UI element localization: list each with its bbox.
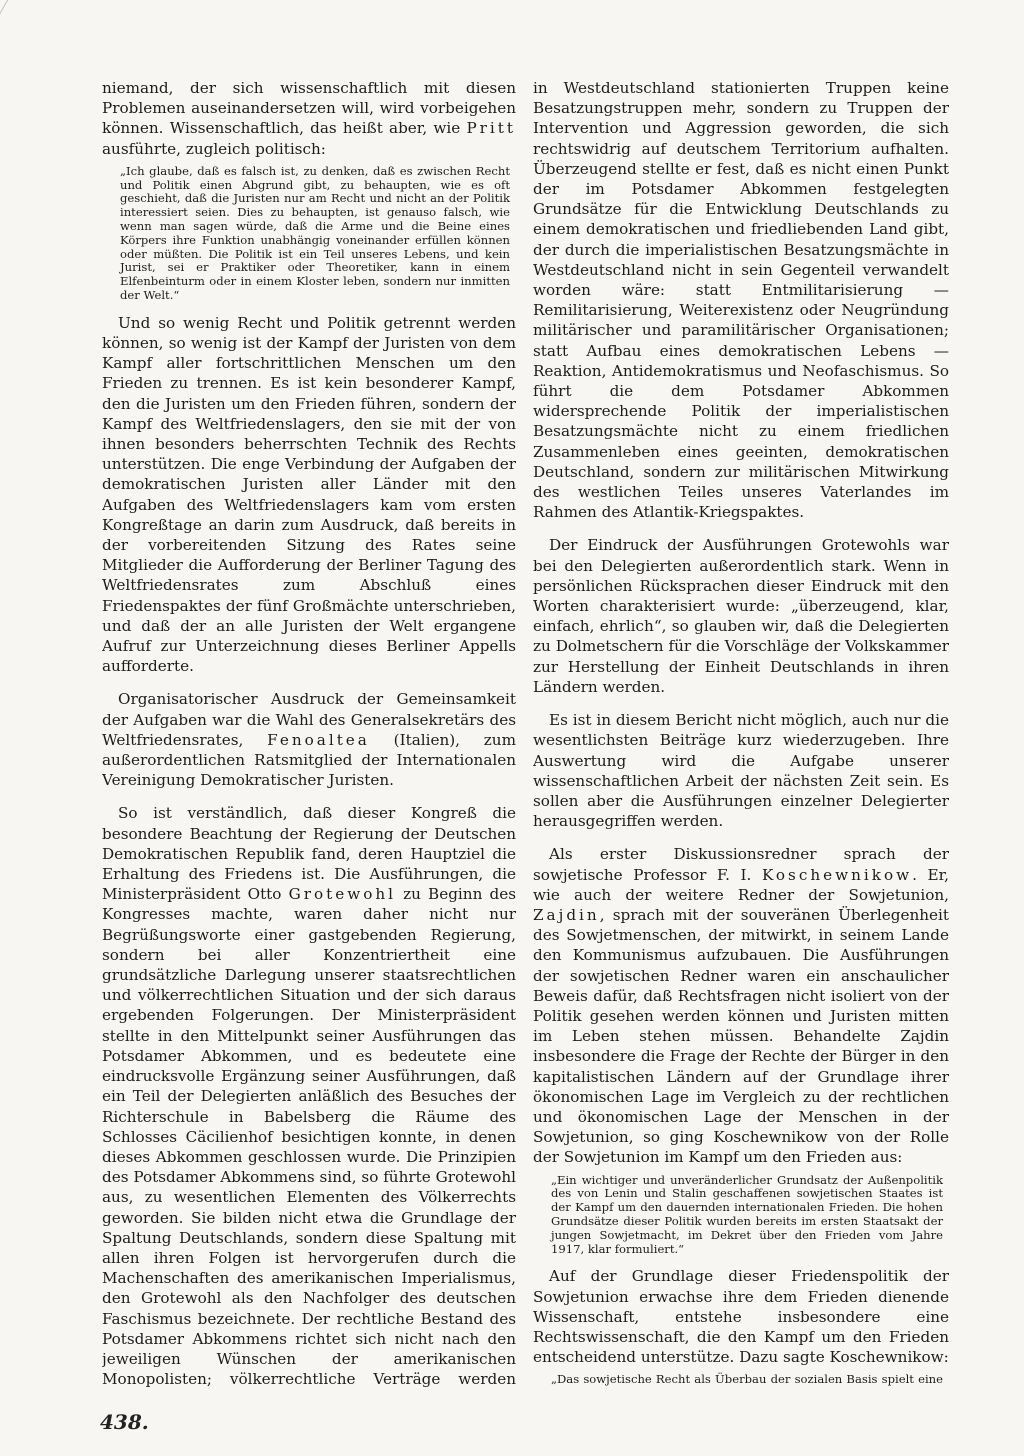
paragraph bbox=[102, 689, 516, 790]
text-run: (Italien), zum außerordentlichen Ratsmitglied der Internationalen Vereinigung Demokratischer Juristen. bbox=[102, 730, 516, 790]
paragraph bbox=[102, 78, 516, 159]
paragraph: Und so wenig Recht und Politik getrennt werden können, so wenig ist der Kampf der Juristen von dem Kampf aller fortschrittlichen Menschen um den Frieden zu trennen. Es ist kein besonderer Kampf, den die Juristen um den Frieden führen, sondern der Kampf des Weltfriedenslagers, den sie mit der von ihnen besonders beherrschten Technik des Rechts unterstützen. Die enge Verbindung der Aufgaben der demokratischen Juristen aller Länder mit den Aufgaben des Weltfriedenslagers kam vom ersten Kongreßtage an darin zum Ausdruck, daß bereits in der vorbereitenden Sitzung des Rates seine Mitglieder die Aufforderung der Berliner Tagung des Weltfriedensrates zum Abschluß eines Friedenspaktes der fünf Großmächte unterschrieben, und daß der an alle Juristen der Welt ergangene Aufruf zur Unterzeichnung dieses Berliner Appells aufforderte. bbox=[102, 313, 516, 676]
block-quote: „Das sowjetische Recht als Überbau der sozialen Basis spielt eine bbox=[551, 1372, 943, 1387]
right-column bbox=[533, 78, 949, 1388]
block-quote: „Ein wichtiger und unveränderlicher Grundsatz der Außenpolitik des von Lenin und Stalin geschaffenen sowjetischen Staates ist der Kampf um den dauernden internationalen Frieden. Die hohen Grundsätze dieser Politik wurden bereits im ersten Staatsakt der jungen Sowjetmacht, im Dekret über den Frieden vom Jahre 1917, klar formuliert.“ bbox=[551, 1172, 943, 1256]
paragraph: in Westdeutschland stationierten Truppen keine Besatzungstruppen mehr, sondern zu Truppen der Intervention und Aggression geworden, die sich rechtswidrig auf deutschem Territorium aufhalten. Überzeugend stellte er fest, daß es nicht einen Punkt der im Potsdamer Abkommen festgelegten Grundsätze für die Entwicklung Deutschlands zu einem demokratischen und friedliebenden Land gibt, der durch die imperialistischen Besatzungsmächte in Westdeutschland nicht in sein Gegenteil verwandelt worden wäre: statt Entmilitarisierung — Remilitarisierung, Weiterexistenz oder Neugründung militärischer und paramilitärischer Organisationen; statt Aufbau eines demokratischen Lebens — Reaktion, Antidemokratismus und Neofaschismus. So führt die dem Potsdamer Abkommen widersprechende Politik der imperialistischen Besatzungsmächte nicht zu einem friedlichen Zusammenleben eines geeinten, demokratischen Deutschland, sondern zur militärischen Mitwirkung des westlichen Teiles unseres Vaterlandes im Rahmen des Atlantik-Kriegspaktes. bbox=[533, 79, 949, 522]
paragraph: Es ist in diesem Bericht nicht möglich, auch nur die wesentlichsten Beiträge kurz wiederzugeben. Ihre Auswertung wird die Aufgabe unserer wissenschaftlichen Arbeit der nächsten Zeit sein. Es sollen aber die Ausführungen einzelner Delegierter herausgegriffen werden. bbox=[533, 711, 949, 831]
spaced-name: Zajdin bbox=[533, 905, 600, 924]
left-column bbox=[102, 78, 516, 1388]
paragraph bbox=[102, 803, 516, 1388]
text-run: Als erster Diskussionsredner sprach der sowjetische Professor F. I. bbox=[533, 845, 949, 884]
block-quote: „Ich glaube, daß es falsch ist, zu denken, daß es zwischen Recht und Politik einen Abgrund gibt, zu behaupten, wie es oft geschieht, daß die Juristen nur am Recht und nicht an der Politik interessiert seien. Dies zu behaupten, ist genauso falsch, wie wenn man sagen würde, daß die Arme und die Beine eines Körpers ihre Funktion unabhängig voneinander erfüllen können oder müßten. Die Politik ist ein Teil unseres Lebens, und kein Jurist, sei er Praktiker oder Theoretiker, kann in einem Elfenbeinturm oder in einem Kloster leben, sondern nur inmitten der Welt.“ bbox=[120, 163, 510, 302]
spaced-name: Pritt bbox=[466, 119, 516, 138]
text-run: zu Beginn des Kongresses machte, waren daher nicht nur Begrüßungsworte einer gastgebenden Regierung, sondern bei aller Konzentriertheit eine grundsätzliche Darlegung unserer staatsrechtlichen und völkerrechtlichen Situation und der sich daraus ergebenden Folgerungen. Der Ministerpräsident stellte in den Mittelpunkt seiner Ausführungen das Potsdamer Abkommen, und es bedeutete eine eindrucksvolle Ergänzung seiner Ausführungen, daß ein Teil der Delegierten anläßlich des Besuches der Richterschule in Babelsberg die Räume des Schlosses Cäcilienhof besichtigen konnte, in denen dieses Abkommen geschlossen wurde. Die Prinzipien des Potsdamer Abkommens sind, so führte Grotewohl aus, zu wesentlichen Elementen des Völkerrechts geworden. Sie bilden nicht etwa die Grundlage der Spaltung Deutschlands, sondern diese Spaltung mit allen ihren Folgen ist hervorgerufen durch die Machenschaften des amerikanischen Imperialismus, den Grotewohl als den Nachfolger des deutschen Faschismus bezeichnete. Der rechtliche Bestand des Potsdamer Abkommens richtet sich nicht nach den jeweiligen Wünschen der amerikanischen Monopolisten; völkerrechtliche Verträge werden bbox=[102, 885, 516, 1388]
paragraph: Auf der Grundlage dieser Friedenspolitik der Sowjetunion erwachse ihre dem Frieden dienende Wissenschaft, entstehe insbesondere eine Rechtswissenschaft, die den Kampf um den Frieden entscheidend unterstütze. Dazu sagte Koschewnikow: bbox=[533, 1267, 949, 1367]
page-corner-fold bbox=[0, 0, 48, 18]
page-number: 438. bbox=[100, 1410, 149, 1434]
text-run: Organisatorischer Ausdruck der Gemeinsamkeit der Aufgaben war die Wahl des Generalsekretärs des Weltfriedensrates, bbox=[102, 690, 516, 749]
spaced-name: Grotewohl bbox=[288, 885, 396, 904]
text-run: niemand, der sich wissenschaftlich mit diesen Problemen auseinandersetzen will, wird vorbeigehen können. Wissenschaftlich, das heißt aber, wie bbox=[102, 79, 516, 138]
paragraph: Der Eindruck der Ausführungen Grotewohls war bei den Delegierten außerordentlich stark. Wenn in persönlichen Rücksprachen dieser Eindruck mit den Worten charakterisiert wurde: „überzeugend, klar, einfach, ehrlich“, so glauben wir, daß die Delegierten zu Dolmetschern für die Vorschläge der Volkskammer zur Herstellung der Einheit Deutschlands in ihren Ländern werden. bbox=[533, 536, 949, 696]
paragraph bbox=[533, 844, 949, 1167]
text-run: . Er, wie auch der weitere Redner der Sowjetunion, bbox=[533, 865, 949, 904]
spaced-name: Koschewnikow bbox=[761, 865, 913, 884]
text-run: So ist verständlich, daß dieser Kongreß die besondere Beachtung der Regierung der Deutschen Demokratischen Republik fand, deren Hauptziel die Erhaltung des Friedens ist. Die Ausführungen, die Ministerpräsident Otto bbox=[102, 804, 516, 904]
text-run: , sprach mit der souveränen Überlegenheit des Sowjetmenschen, der mitwirkt, in seinem Lande den Kommunismus aufzubauen. Die Ausführungen der sowjetischen Redner waren ein anschaulicher Beweis dafür, daß Rechtsfragen nicht isoliert von der Politik gesehen werden können und Juristen mitten im Leben stehen müssen. Behandelte Zajdin insbesondere die Frage der Rechte der Bürger in den kapitalistischen Ländern auf der Grundlage ihrer ökonomischen Lage im Vergleich zu der rechtlichen und ökonomischen Lage der Menschen in der Sowjetunion, so ging Koschewnikow von der Rolle der Sowjetunion im Kampf um den Frieden aus: bbox=[533, 905, 949, 1167]
spaced-name: Fenoaltea bbox=[267, 730, 370, 749]
text-run: ausführte, zugleich politisch: bbox=[102, 139, 326, 158]
